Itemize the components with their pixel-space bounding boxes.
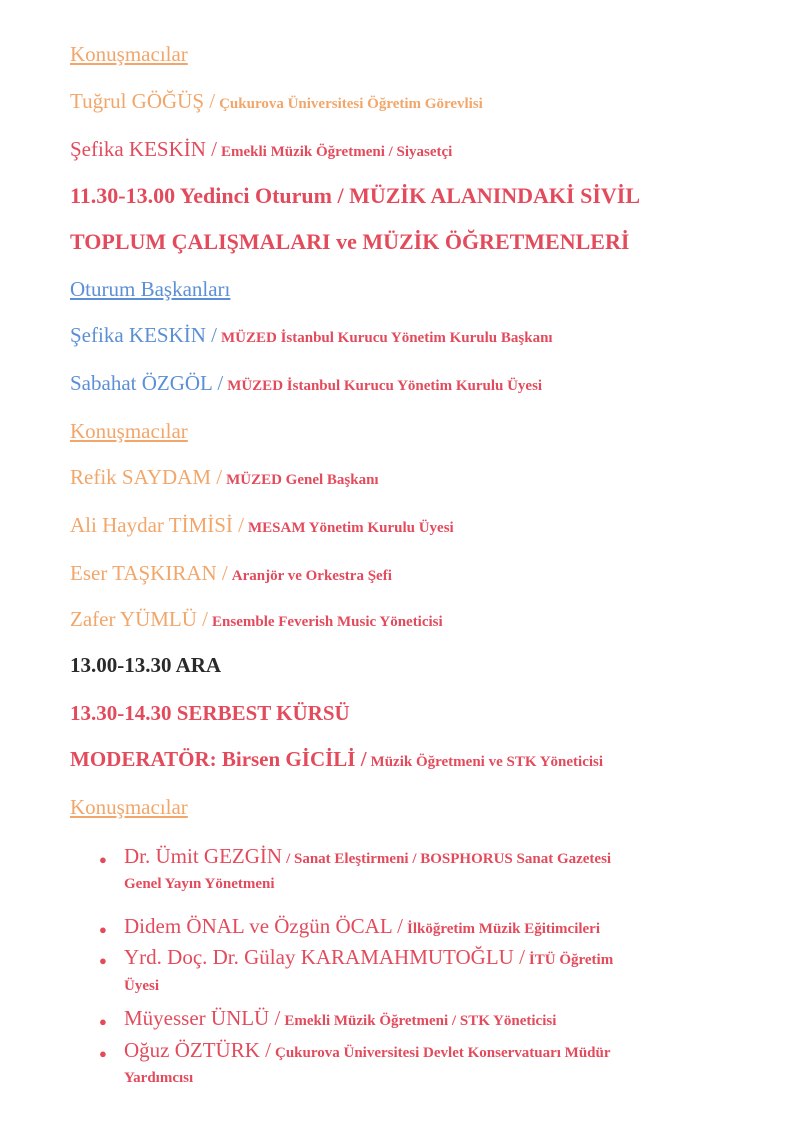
list-item — [124, 916, 600, 937]
speaker-role: İTÜ Öğretim — [528, 952, 614, 968]
speaker-role-continued: Genel Yayın Yönetmeni — [124, 876, 275, 892]
list-item — [124, 947, 613, 968]
chairs-heading: Oturum Başkanları — [70, 277, 231, 301]
speaker-line — [70, 515, 454, 536]
speaker-role: Çukurova Üniversitesi Öğretim Görevlisi — [219, 96, 483, 112]
speaker-role: Ensemble Feverish Music Yöneticisi — [212, 614, 443, 630]
speaker-role: MÜZED Genel Başkanı — [226, 472, 379, 488]
speaker-line — [70, 139, 452, 160]
bullet-icon: ● — [99, 852, 107, 867]
speaker-name: Müyesser ÜNLÜ / — [124, 1006, 281, 1030]
speaker-name: Tuğrul GÖĞÜŞ / — [70, 89, 216, 113]
speaker-name: Yrd. Doç. Dr. Gülay KARAMAHMUTOĞLU / — [124, 945, 525, 969]
speaker-role: MESAM Yönetim Kurulu Üyesi — [248, 520, 454, 536]
speaker-role: İlköğretim Müzik Eğitimcileri — [406, 921, 601, 937]
speaker-role-continued: Yardımcısı — [124, 1070, 194, 1086]
chair-name: Sabahat ÖZGÖL / — [70, 371, 224, 395]
moderator-label: MODERATÖR: Birsen GİCİLİ / — [70, 747, 367, 771]
bullet-icon: ● — [99, 1014, 107, 1029]
speakers-heading-2: Konuşmacılar — [70, 419, 188, 443]
speakers-heading-3: Konuşmacılar — [70, 795, 188, 819]
speaker-role: / Sanat Eleştirmeni / BOSPHORUS Sanat Gazetesi — [286, 851, 612, 867]
bullet-icon: ● — [99, 922, 107, 937]
speaker-name: Oğuz ÖZTÜRK / — [124, 1038, 271, 1062]
list-item — [124, 1040, 611, 1061]
chair-role: MÜZED İstanbul Kurucu Yönetim Kurulu Başkanı — [220, 330, 553, 346]
session-title-line-1: 11.30-13.00 Yedinci Oturum / MÜZİK ALANINDAKİ SİVİL — [70, 183, 641, 208]
chair-line — [70, 325, 553, 346]
speaker-line — [70, 467, 379, 488]
speaker-line — [70, 91, 483, 112]
speaker-name: Eser TAŞKIRAN / — [70, 561, 228, 585]
list-item — [124, 846, 611, 867]
speaker-line — [70, 563, 392, 584]
moderator-line — [70, 749, 603, 770]
forum-title: 13.30-14.30 SERBEST KÜRSÜ — [70, 701, 350, 725]
speaker-name: Ali Haydar TİMİSİ / — [70, 513, 244, 537]
speaker-line — [70, 609, 443, 630]
list-item — [124, 1008, 556, 1029]
speaker-name: Zafer YÜMLÜ / — [70, 607, 209, 631]
break-line: 13.00-13.30 ARA — [70, 653, 222, 677]
speaker-name: Didem ÖNAL ve Özgün ÖCAL / — [124, 914, 403, 938]
moderator-role: Müzik Öğretmeni ve STK Yöneticisi — [370, 754, 604, 770]
speaker-name: Şefika KESKİN / — [70, 137, 217, 161]
chair-role: MÜZED İstanbul Kurucu Yönetim Kurulu Üyesi — [227, 378, 543, 394]
speakers-heading-1: Konuşmacılar — [70, 42, 188, 66]
speaker-name: Refik SAYDAM / — [70, 465, 223, 489]
speaker-role: Aranjör ve Orkestra Şefi — [231, 568, 392, 584]
chair-line — [70, 373, 542, 394]
bullet-icon: ● — [99, 1046, 107, 1061]
speaker-role: Emekli Müzik Öğretmeni / Siyasetçi — [220, 144, 453, 160]
speaker-role: Emekli Müzik Öğretmeni / STK Yöneticisi — [284, 1013, 557, 1029]
bullet-icon: ● — [99, 953, 107, 968]
chair-name: Şefika KESKİN / — [70, 323, 217, 347]
speaker-role-continued: Üyesi — [124, 978, 159, 994]
speaker-name: Dr. Ümit GEZGİN — [124, 844, 283, 868]
speaker-role: Çukurova Üniversitesi Devlet Konservatuarı Müdür — [274, 1045, 611, 1061]
session-title-line-2: TOPLUM ÇALIŞMALARI ve MÜZİK ÖĞRETMENLERİ — [70, 229, 630, 254]
